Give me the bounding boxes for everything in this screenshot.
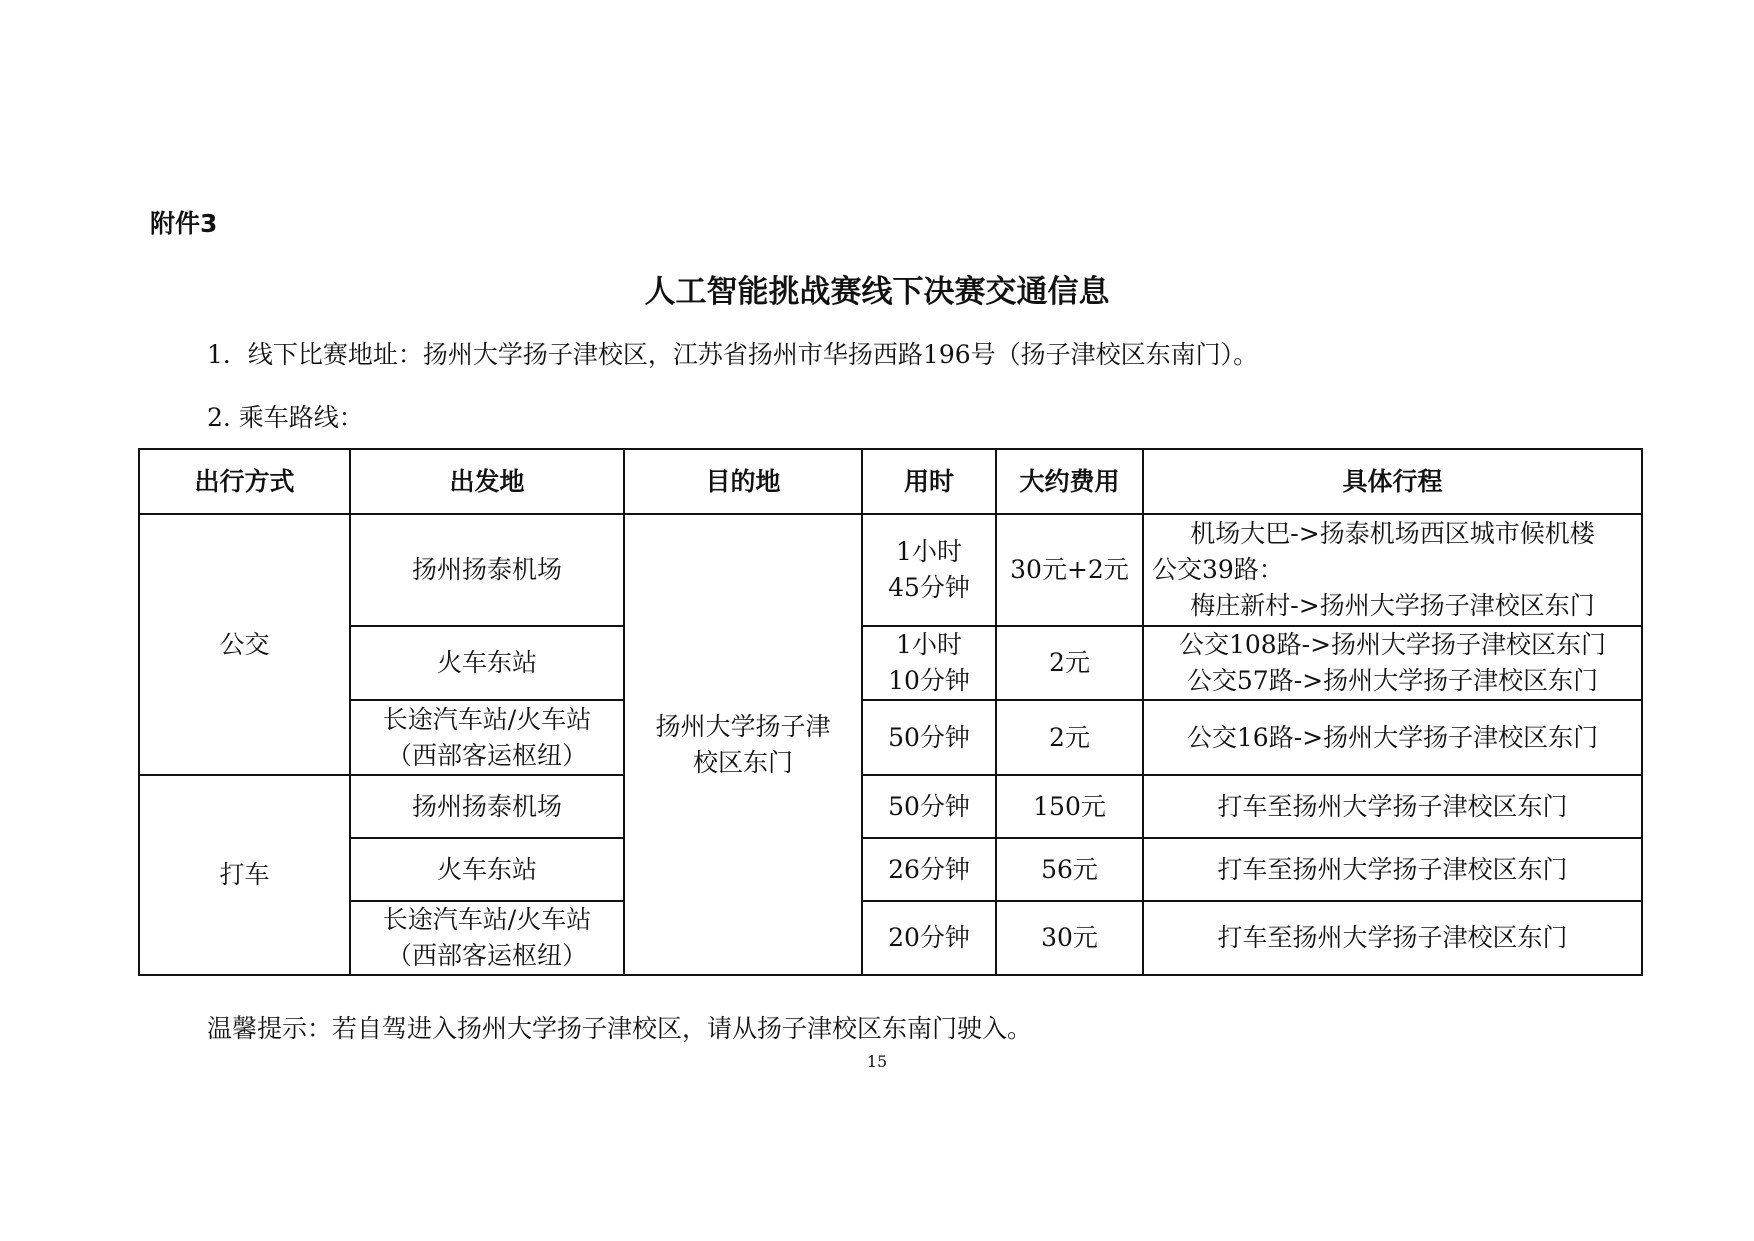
cost-text: 56元 [1041,854,1098,884]
time-cell [862,626,996,700]
driving-tip: 温馨提示：若自驾进入扬州大学扬子津校区，请从扬子津校区东南门驶入。 [207,1014,1033,1043]
time-text: 1小时 [896,630,962,659]
time-text: 26分钟 [888,854,970,884]
cost-cell [996,775,1143,838]
cost-text: 2元 [1049,648,1090,677]
origin-cell [350,626,624,700]
header-cost: 大约费用 [996,449,1143,514]
origin-text: 扬州扬泰机场 [411,555,562,584]
page-title: 人工智能挑战赛线下决赛交通信息 [644,274,1110,310]
mode-cell-bus [139,514,350,775]
time-cell [862,700,996,775]
detail-cell [1143,700,1642,775]
mode-label: 公交 [219,629,270,659]
origin-text: 扬州扬泰机场 [411,791,562,821]
time-text: 45分钟 [888,573,970,602]
time-cell [862,775,996,838]
routes-heading: 2. 乘车路线： [207,403,364,432]
table-header-row [139,449,1642,514]
time-cell [862,838,996,901]
time-text: 1小时 [896,537,962,566]
mode-label: 打车 [219,860,270,889]
time-text: 10分钟 [888,666,970,695]
page-number: 15 [866,1052,888,1071]
table-row [139,838,1642,901]
detail-text: 梅庄新村->扬州大学扬子津校区东门 [1190,591,1595,620]
cost-cell [996,838,1143,901]
detail-text: 机场大巴->扬泰机场西区城市候机楼 [1190,519,1595,548]
detail-text: 公交108路->扬州大学扬子津校区东门 [1178,630,1607,659]
cost-cell [996,626,1143,700]
cost-text: 150元 [1033,791,1106,821]
time-text: 50分钟 [888,791,970,821]
time-text: 20分钟 [888,923,970,952]
transport-table [138,448,1643,976]
header-origin: 出发地 [350,449,624,514]
origin-text: （西部客运枢纽） [386,941,587,970]
time-cell [862,514,996,626]
header-time: 用时 [862,449,996,514]
mode-cell-taxi [139,775,350,975]
origin-cell [350,901,624,975]
origin-cell [350,514,624,626]
detail-cell [1143,626,1642,700]
time-cell [862,901,996,975]
header-destination: 目的地 [624,449,862,514]
detail-cell [1143,514,1642,626]
table-row [139,626,1642,700]
destination-cell [624,514,862,975]
detail-text: 公交16路->扬州大学扬子津校区东门 [1186,722,1599,752]
cost-cell [996,514,1143,626]
table-row [139,514,1642,626]
detail-text: 公交39路： [1152,555,1284,584]
destination-text: 校区东门 [692,747,793,777]
origin-text: 火车东站 [436,854,537,884]
detail-cell [1143,775,1642,838]
header-mode: 出行方式 [139,449,350,514]
detail-cell [1143,901,1642,975]
cost-text: 30元 [1041,923,1098,952]
detail-text: 打车至扬州大学扬子津校区东门 [1217,923,1568,952]
detail-text: 打车至扬州大学扬子津校区东门 [1217,791,1568,821]
origin-cell [350,700,624,775]
cost-text: 30元+2元 [1010,555,1129,584]
cost-cell [996,700,1143,775]
time-text: 50分钟 [888,722,970,752]
address-paragraph: 1．线下比赛地址：扬州大学扬子津校区，江苏省扬州市华扬西路196号（扬子津校区东南门）。 [207,340,1259,369]
origin-cell [350,838,624,901]
table-row [139,700,1642,775]
attachment-label: 附件3 [150,209,218,238]
origin-text: 长途汽车站/火车站 [382,704,592,734]
origin-cell [350,775,624,838]
cost-cell [996,901,1143,975]
origin-text: 火车东站 [436,648,537,677]
destination-text: 扬州大学扬子津 [655,711,831,741]
table-row [139,901,1642,975]
origin-text: （西部客运枢纽） [386,740,587,770]
table-row [139,775,1642,838]
header-detail: 具体行程 [1143,449,1642,514]
cost-text: 2元 [1049,722,1090,752]
detail-text: 公交57路->扬州大学扬子津校区东门 [1186,666,1599,695]
origin-text: 长途汽车站/火车站 [382,905,592,934]
detail-text: 打车至扬州大学扬子津校区东门 [1217,854,1568,884]
detail-cell [1143,838,1642,901]
